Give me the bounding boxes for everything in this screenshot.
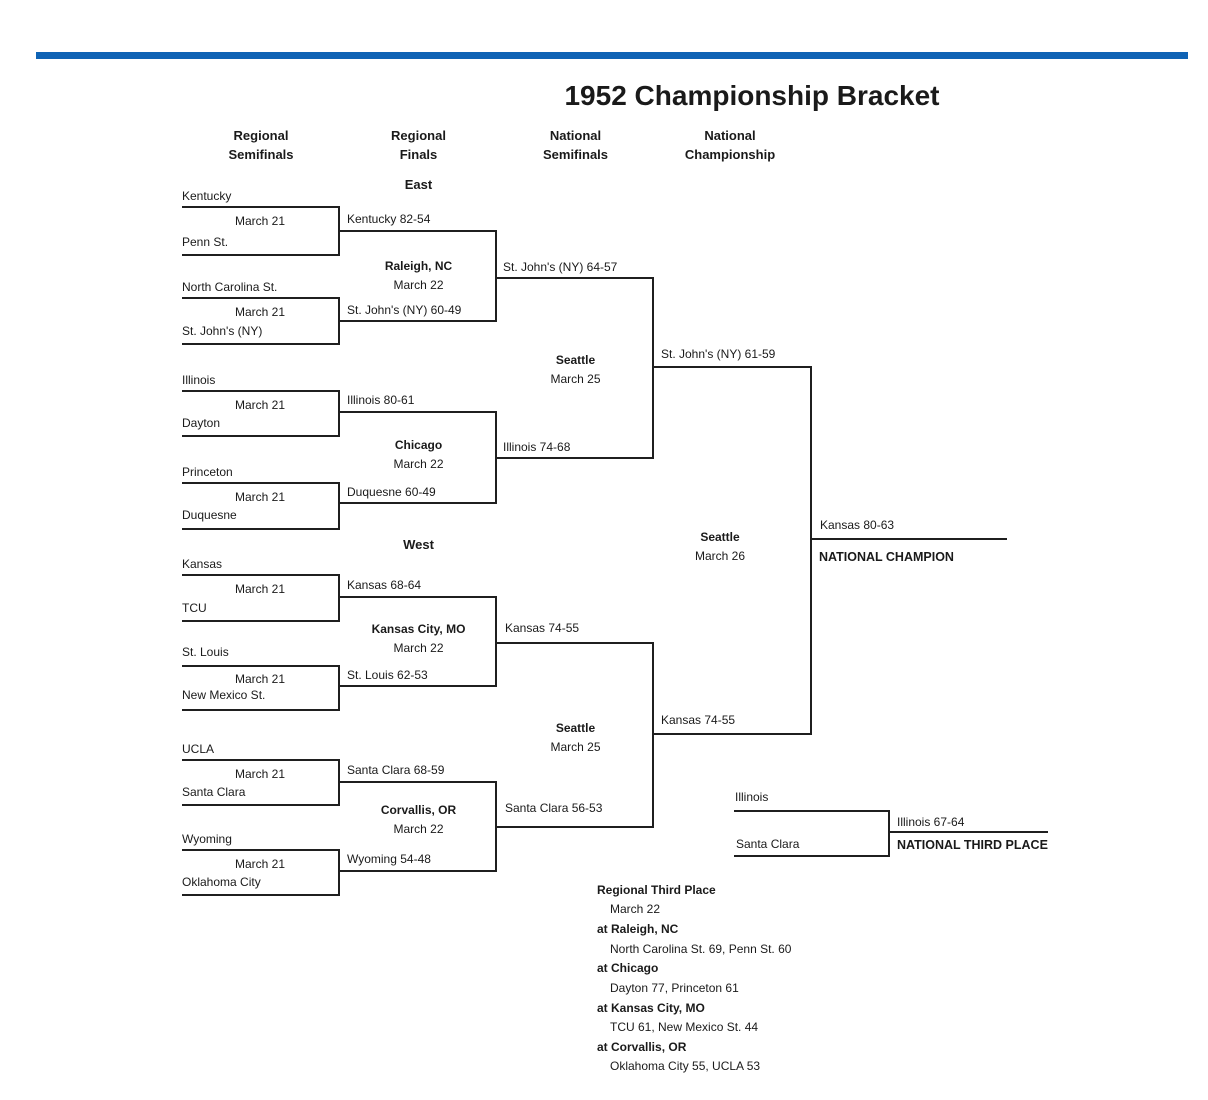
match-date-label: March 21	[234, 582, 286, 596]
page-title: 1952 Championship Bracket	[564, 80, 940, 111]
match-date-label: March 21	[234, 857, 286, 871]
bracket-hline	[497, 457, 654, 459]
champion-line	[810, 538, 1007, 540]
third-place-line	[888, 831, 1048, 833]
winner-label: Wyoming 54-48	[347, 852, 431, 866]
team-label: Penn St.	[182, 235, 229, 249]
bracket-hline	[182, 759, 340, 761]
bracket-hline	[340, 411, 497, 413]
bracket-vline	[652, 277, 654, 459]
bracket-hline	[182, 435, 340, 437]
bracket-hline	[182, 528, 340, 530]
column-header-line: Championship	[684, 147, 776, 162]
winner-label: Kentucky 82-54	[347, 212, 431, 226]
venue-label: Corvallis, OR	[380, 803, 457, 817]
venue-date-label: March 22	[393, 641, 444, 655]
column-header-regional-semifinals	[182, 126, 340, 164]
venue-block	[497, 351, 654, 389]
bracket-hline	[182, 343, 340, 345]
regional-third-result: TCU 61, New Mexico St. 44	[610, 1020, 759, 1034]
team-label: TCU	[182, 601, 207, 615]
bracket-hline	[182, 574, 340, 576]
bracket-vline	[495, 230, 497, 322]
bracket-hline	[734, 810, 890, 812]
match-date-label: March 21	[234, 767, 286, 781]
third-place-score-label: Illinois 67-64	[897, 815, 965, 829]
winner-label: Illinois 80-61	[347, 393, 415, 407]
venue-block	[340, 801, 497, 839]
winner-label: Santa Clara 68-59	[347, 763, 445, 777]
bracket-hline	[182, 709, 340, 711]
team-label: Oklahoma City	[182, 875, 261, 889]
winner-label: St. Louis 62-53	[347, 668, 428, 682]
column-header-line: Semifinals	[228, 147, 294, 162]
venue-date-label: March 25	[550, 372, 601, 386]
regional-third-date: March 22	[610, 902, 661, 916]
match-date-label: March 21	[234, 398, 286, 412]
bracket-hline	[497, 826, 654, 828]
team-label: Illinois	[735, 790, 769, 804]
team-label: UCLA	[182, 742, 215, 756]
regional-third-venue: at Kansas City, MO	[597, 1001, 705, 1015]
bracket-hline	[497, 642, 654, 644]
team-label: Dayton	[182, 416, 221, 430]
venue-label: Chicago	[394, 438, 443, 452]
bracket-vline	[338, 849, 340, 896]
bracket-hline	[497, 277, 654, 279]
column-header-line: Regional	[391, 128, 446, 143]
team-label: Santa Clara	[182, 785, 246, 799]
bracket-hline	[734, 855, 890, 857]
venue-block	[340, 620, 497, 658]
bracket-hline	[182, 894, 340, 896]
winner-label: St. John's (NY) 64-57	[503, 260, 618, 274]
team-label: Kansas	[182, 557, 223, 571]
bracket-hline	[182, 665, 340, 667]
team-label: Illinois	[182, 373, 216, 387]
venue-date-label: March 25	[550, 740, 601, 754]
winner-label: Duquesne 60-49	[347, 485, 436, 499]
venue-label: Seattle	[555, 721, 596, 735]
bracket-hline	[654, 733, 812, 735]
column-header-line: National	[704, 128, 756, 143]
bracket-hline	[182, 390, 340, 392]
column-header-line: Regional	[233, 128, 289, 143]
winner-label: Kansas 74-55	[505, 621, 580, 635]
national-champion-label: NATIONAL CHAMPION	[819, 550, 954, 564]
bracket-vline	[810, 366, 812, 735]
bracket-hline	[182, 849, 340, 851]
bracket-hline	[182, 297, 340, 299]
national-third-place-label: NATIONAL THIRD PLACE	[897, 838, 1048, 852]
venue-block	[640, 528, 800, 566]
column-header-line: National	[549, 128, 602, 143]
bracket-hline	[182, 206, 340, 208]
venue-block	[340, 436, 497, 474]
venue-label: Kansas City, MO	[371, 622, 466, 636]
column-header-line: Finals	[399, 147, 438, 162]
bracket-hline	[340, 685, 497, 687]
venue-date-label: March 22	[393, 278, 444, 292]
venue-block	[497, 719, 654, 757]
winner-label: Santa Clara 56-53	[505, 801, 603, 815]
bracket-hline	[340, 596, 497, 598]
regional-third-result: Oklahoma City 55, UCLA 53	[610, 1059, 761, 1073]
venue-date-label: March 22	[393, 822, 444, 836]
match-date-label: March 21	[234, 305, 286, 319]
column-header-national-championship	[650, 126, 810, 164]
bracket-hline	[340, 230, 497, 232]
regional-third-result: Dayton 77, Princeton 61	[610, 981, 739, 995]
winner-label: St. John's (NY) 60-49	[347, 303, 462, 317]
winner-label: Kansas 68-64	[347, 578, 422, 592]
regional-third-venue: at Raleigh, NC	[597, 922, 679, 936]
bracket-hline	[182, 482, 340, 484]
match-date-label: March 21	[234, 490, 286, 504]
regional-third-venue: at Chicago	[597, 961, 659, 975]
bracket-vline	[338, 390, 340, 437]
venue-date-label: March 26	[694, 549, 746, 563]
venue-block	[340, 257, 497, 295]
team-label: Kentucky	[182, 189, 232, 203]
bracket-hline	[182, 620, 340, 622]
bracket-hline	[182, 804, 340, 806]
bracket-hline	[654, 366, 812, 368]
team-label: Duquesne	[182, 508, 237, 522]
column-header-line: Semifinals	[542, 147, 609, 162]
bracket-vline	[888, 810, 890, 857]
bracket-vline	[338, 665, 340, 711]
bracket-hline	[340, 781, 497, 783]
team-label: Santa Clara	[736, 837, 800, 851]
east-region-label: East	[404, 177, 433, 192]
regional-third-result: North Carolina St. 69, Penn St. 60	[610, 942, 792, 956]
accent-bar	[36, 52, 1188, 59]
winner-label: St. John's (NY) 61-59	[661, 347, 776, 361]
regional-third-title: Regional Third Place	[597, 883, 716, 897]
venue-label: Raleigh, NC	[384, 259, 453, 273]
team-label: North Carolina St.	[182, 280, 278, 294]
regional-third-venue: at Corvallis, OR	[597, 1040, 687, 1054]
bracket-hline	[340, 870, 497, 872]
match-date-label: March 21	[234, 672, 286, 686]
bracket-vline	[652, 642, 654, 828]
champion-score-label: Kansas 80-63	[820, 518, 895, 532]
bracket-hline	[340, 320, 497, 322]
bracket-vline	[338, 574, 340, 622]
team-label: New Mexico St.	[182, 688, 266, 702]
venue-label: Seattle	[555, 353, 596, 367]
venue-label: Seattle	[700, 530, 740, 544]
venue-date-label: March 22	[393, 457, 444, 471]
winner-label: Illinois 74-68	[503, 440, 571, 454]
team-label: St. Louis	[182, 645, 229, 659]
column-header-national-semifinals	[497, 126, 654, 164]
team-label: St. John's (NY)	[182, 324, 263, 338]
bracket-hline	[340, 502, 497, 504]
bracket-vline	[338, 482, 340, 530]
winner-label: Kansas 74-55	[661, 713, 736, 727]
match-date-label: March 21	[234, 214, 286, 228]
bracket-hline	[182, 254, 340, 256]
team-label: Wyoming	[182, 832, 232, 846]
west-region-label: West	[403, 537, 434, 552]
team-label: Princeton	[182, 465, 233, 479]
column-header-regional-finals	[340, 126, 497, 164]
